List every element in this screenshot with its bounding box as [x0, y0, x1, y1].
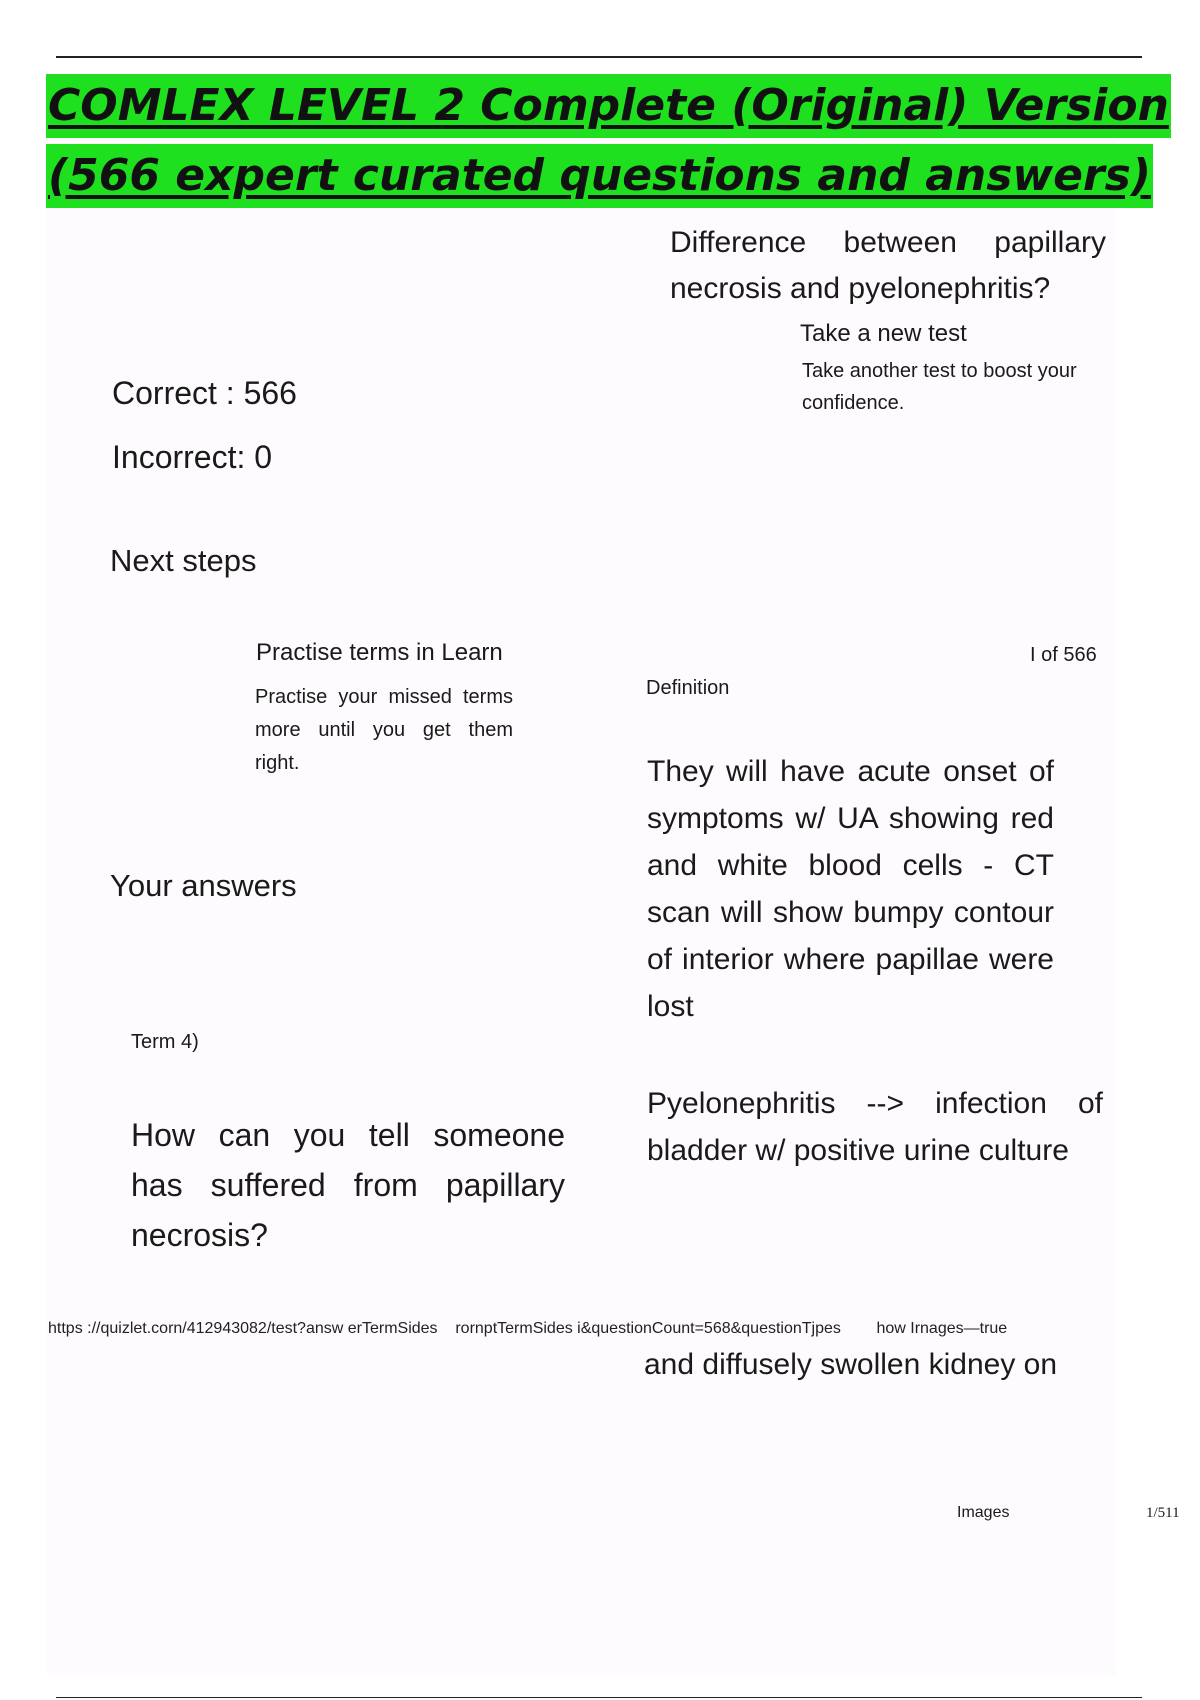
card-counter: I of 566 — [1030, 644, 1097, 666]
definition-label: Definition — [646, 677, 730, 699]
your-answers-heading: Your answers — [110, 868, 297, 903]
bottom-rule — [56, 1697, 1142, 1698]
definition-paragraph-1: They will have acute onset of symptoms w/ UA showing red and white blood cells - CT scan will show bumpy contour of interior where papillae were lost — [647, 755, 1054, 1023]
page-url: https ://quizlet.corn/412943082/test?answ erTermSides rornptTermSides i&questionCount=568&questionTjpes how Irnages—true — [48, 1320, 1008, 1337]
top-rule — [56, 56, 1142, 58]
term-question: How can you tell someone has suffered from papillary necrosis? — [131, 1117, 565, 1253]
title-line-2: (566 expert curated questions and answers) — [46, 144, 1153, 208]
learn-link[interactable]: Practise terms in Learn — [256, 639, 503, 666]
incorrect-count: Incorrect: 0 — [112, 439, 273, 475]
definition-paragraph-2: Pyelonephritis --> infection of bladder w/ positive urine culture — [647, 1087, 1103, 1167]
learn-description: Practise your missed terms more until you get them right. — [255, 686, 513, 774]
footer-images-label: Images — [957, 1504, 1010, 1521]
page-indicator: 1/511 — [1146, 1505, 1180, 1521]
term-label: Term 4) — [131, 1031, 199, 1053]
question-header: Difference between papillary necrosis and pyelonephritis? — [670, 226, 1106, 305]
definition-continued: and diffusely swollen kidney on — [644, 1348, 1058, 1381]
document-title — [46, 74, 1169, 214]
new-test-description: Take another test to boost your confidence. — [802, 360, 1077, 414]
new-test-link[interactable]: Take a new test — [800, 320, 967, 347]
correct-count: Correct : 566 — [112, 375, 297, 411]
title-line-1: COMLEX LEVEL 2 Complete (Original) Version — [46, 74, 1171, 138]
next-steps-heading: Next steps — [110, 543, 257, 578]
